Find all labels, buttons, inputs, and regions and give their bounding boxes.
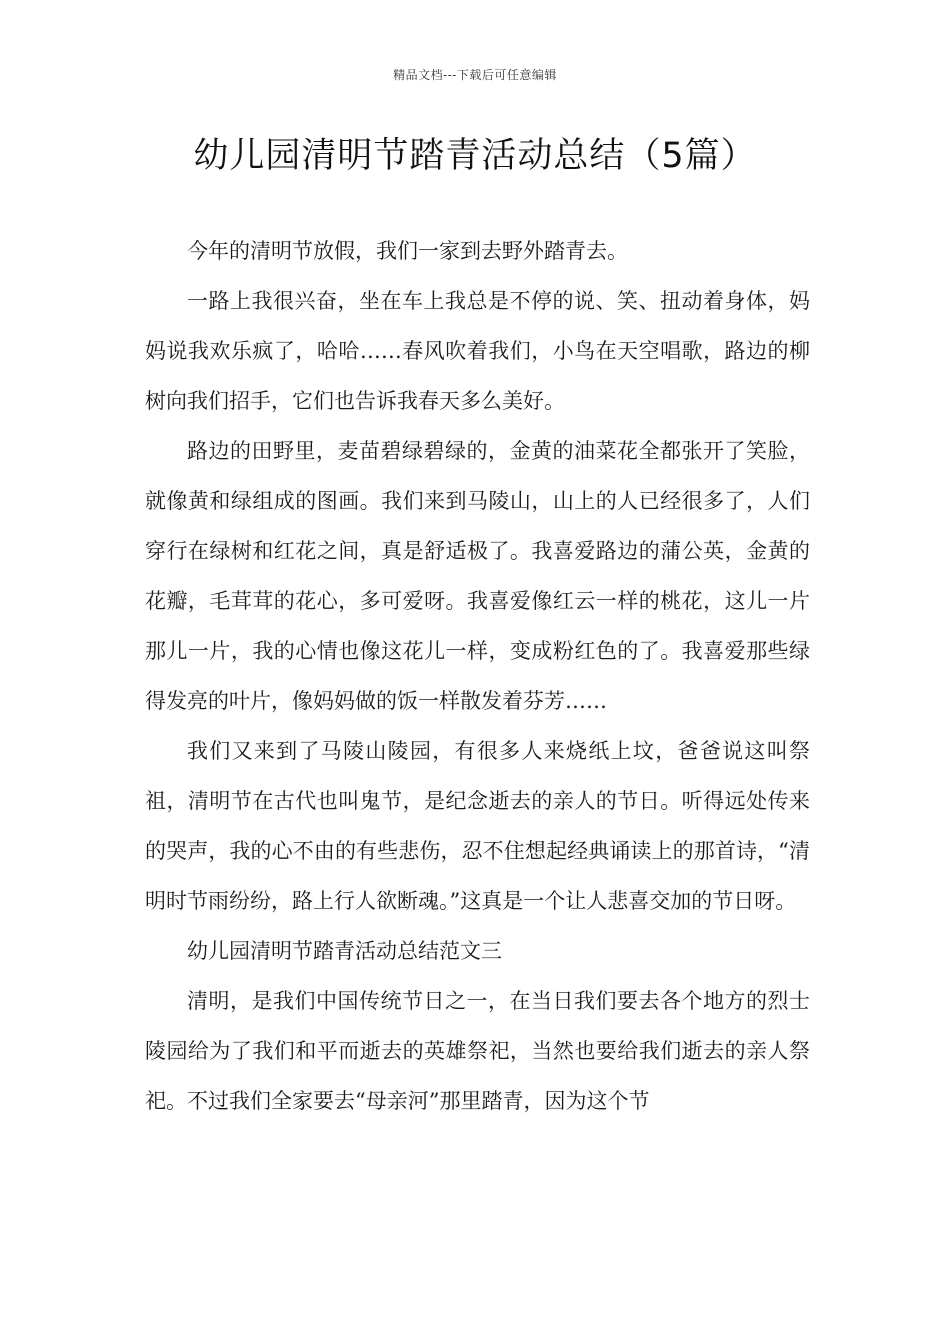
page-header-watermark: 精品文档---下载后可任意编辑 [393,68,557,82]
document-body [145,226,810,1126]
paragraph-4: 我们又来到了马陵山陵园，有很多人来烧纸上坟，爸爸说这叫祭祖，清明节在古代也叫鬼节，是纪念逝去的亲人的节日。听得远处传来的哭声，我的心不由的有些悲伤，忍不住想起经典诵读上的那首诗，“清明时节雨纷纷，路上行人欲断魂。”这真是一个让人悲喜交加的节日呀。 [145,739,810,913]
paragraph-3: 路边的田野里，麦苗碧绿碧绿的，金黄的油菜花全都张开了笑脸，就像黄和绿组成的图画。我们来到马陵山，山上的人已经很多了，人们穿行在绿树和红花之间，真是舒适极了。我喜爱路边的蒲公英，金黄的花瓣，毛茸茸的花心，多可爱呀。我喜爱像红云一样的桃花，这儿一片那儿一片，我的心情也像这花儿一样，变成粉红色的了。我喜爱那些绿得发亮的叶片，像妈妈做的饭一样散发着芬芳…… [145,439,810,713]
paragraph-5: 清明，是我们中国传统节日之一，在当日我们要去各个地方的烈士陵园给为了我们和平而逝去的英雄祭祀，当然也要给我们逝去的亲人祭祀。不过我们全家要去“母亲河”那里踏青，因为这个节 [145,989,810,1113]
section-heading: 幼儿园清明节踏青活动总结范文三 [187,939,502,963]
document-title: 幼儿园清明节踏青活动总结（5篇） [193,136,757,176]
paragraph-1: 今年的清明节放假，我们一家到去野外踏青去。 [187,239,628,263]
paragraph-2: 一路上我很兴奋，坐在车上我总是不停的说、笑、扭动着身体，妈妈说我欢乐疯了，哈哈……春风吹着我们，小鸟在天空唱歌，路边的柳树向我们招手，它们也告诉我春天多么美好。 [145,289,810,413]
